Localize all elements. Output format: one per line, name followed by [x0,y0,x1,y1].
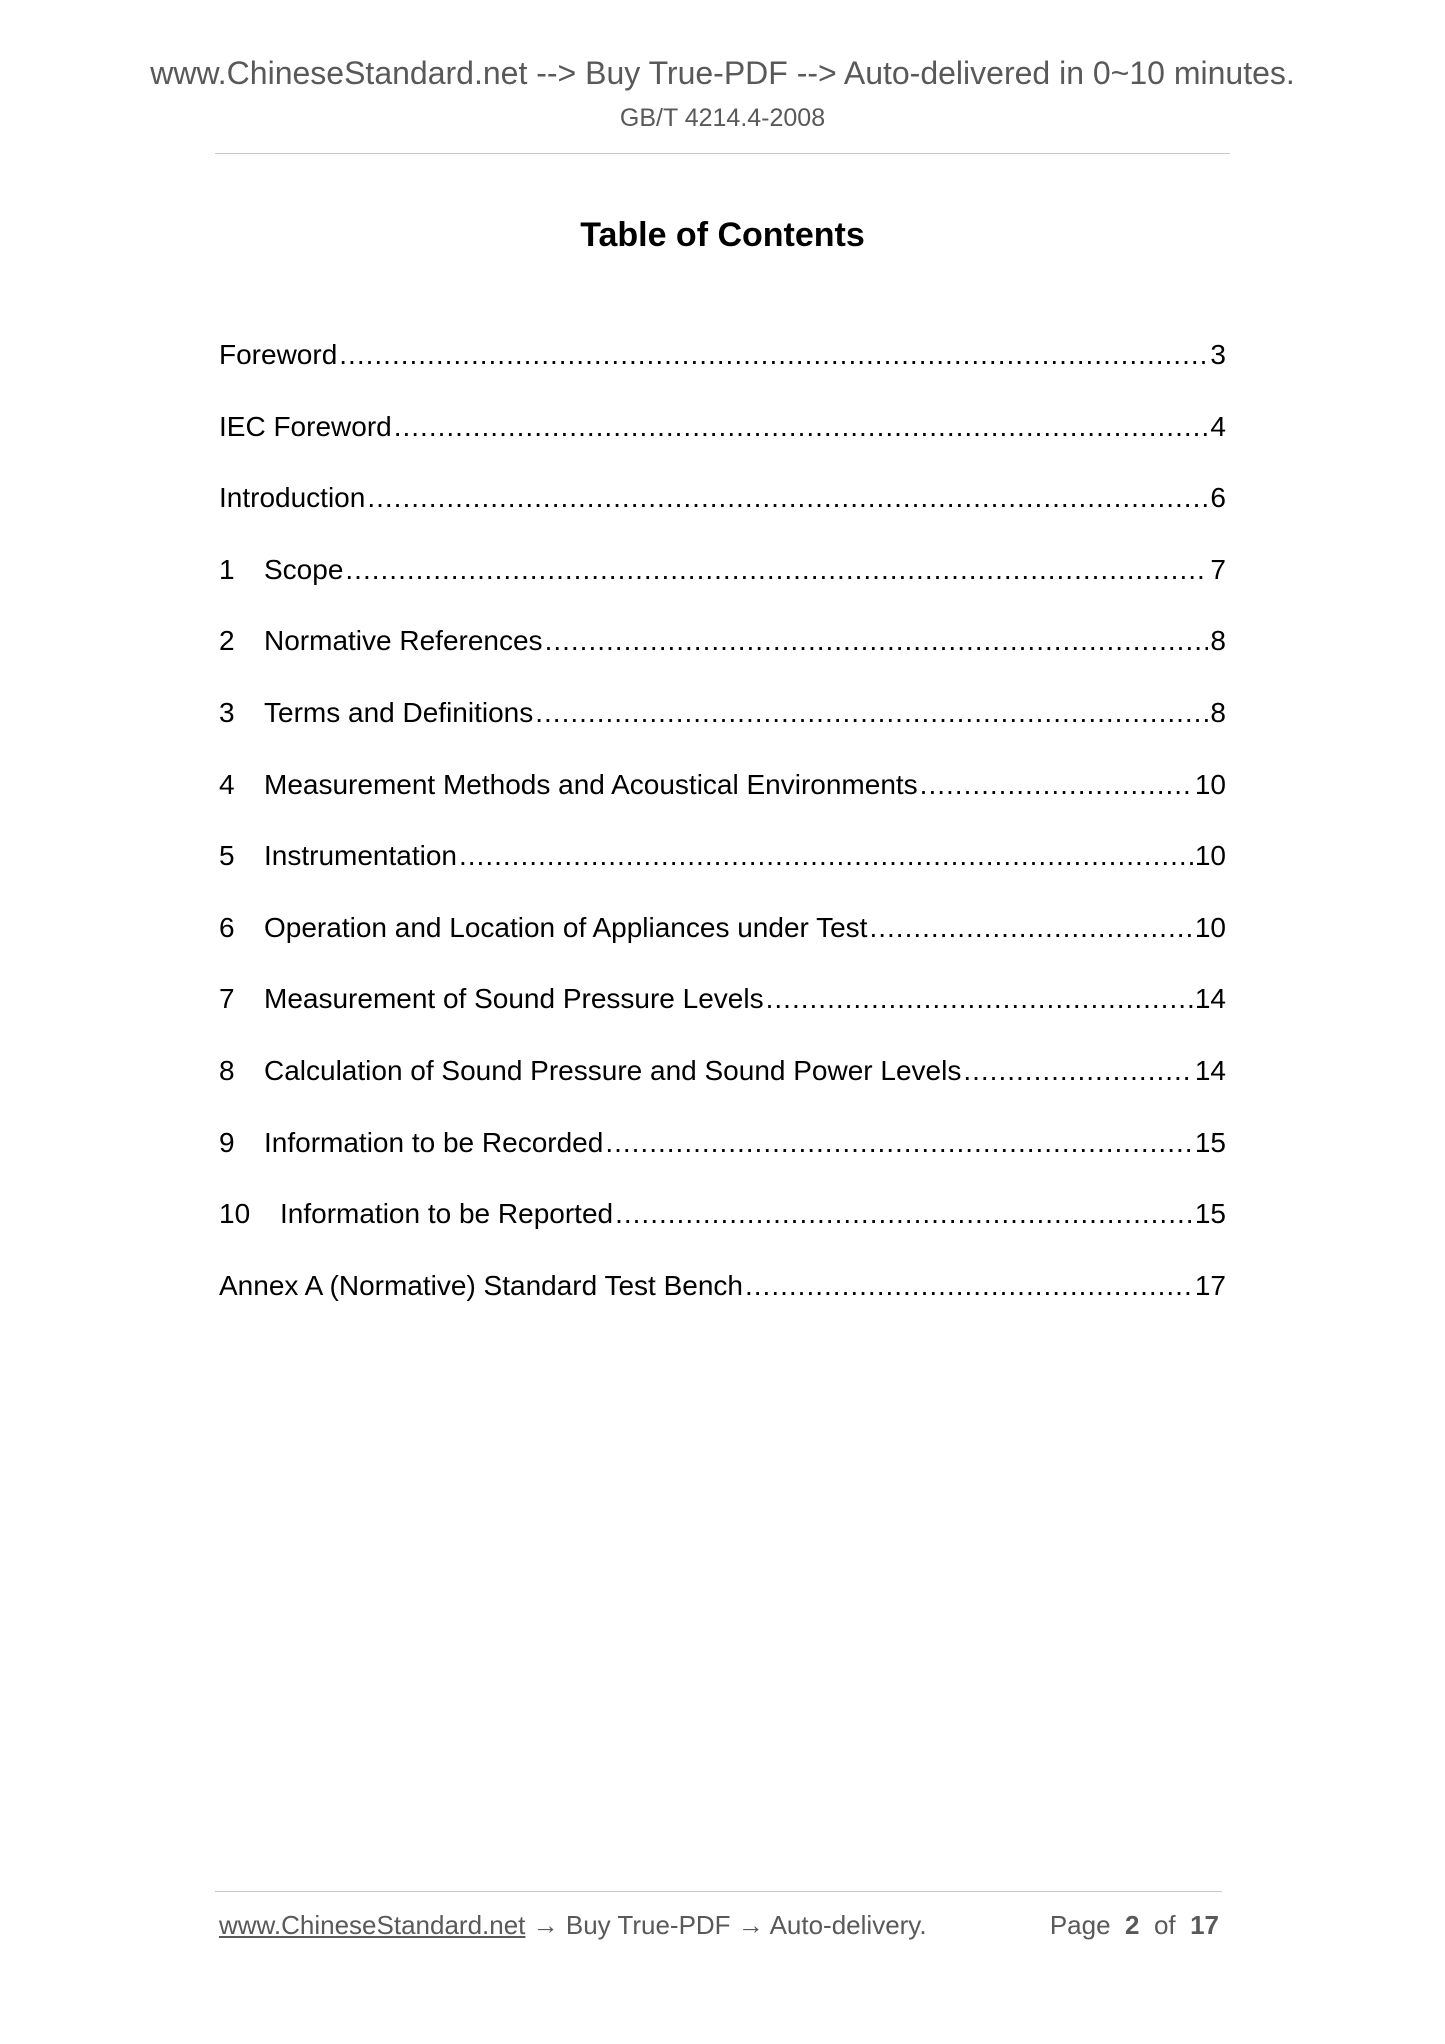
toc-leader-dots [535,696,1208,730]
toc-leader-dots [745,1269,1193,1303]
toc-entry-page: 10 [1194,840,1226,872]
toc-entry-instrumentation[interactable] [219,839,1226,911]
toc-leader-dots [615,1197,1193,1231]
toc-leader-dots [339,338,1208,372]
toc-entry-annex-a[interactable] [219,1269,1226,1341]
page-number [1050,1912,1219,1938]
footer-promo-text: → Buy True-PDF → Auto-delivery. [525,1910,927,1940]
document-id: GB/T 4214.4-2008 [619,104,826,132]
toc-entry-measurement-spl[interactable] [219,982,1226,1054]
toc-entry-number: 4 [219,768,235,800]
toc-entry-text: Introduction [219,482,366,514]
toc-entry-text: Normative References [264,625,543,657]
toc-entry-page: 8 [1210,625,1226,657]
toc-entry-number: 10 [219,1198,251,1230]
toc-entry-terms-definitions[interactable] [219,696,1226,768]
toc-entry-iec-foreword[interactable] [219,410,1226,482]
toc-entry-page: 17 [1194,1269,1226,1301]
toc-entry-text: Information to be Reported [280,1198,614,1230]
toc-entry-measurement-methods[interactable] [219,768,1226,840]
toc-entry-text: Terms and Definitions [264,696,534,728]
header-divider [215,153,1230,154]
of-label: of [1153,1910,1176,1940]
toc-entry-info-recorded[interactable] [219,1126,1226,1198]
toc-entry-text: Foreword [219,339,338,370]
toc-entry-text: Scope [264,553,344,585]
toc-entry-calculation[interactable] [219,1054,1226,1126]
toc-entry-page: 8 [1210,696,1226,728]
toc-leader-dots [963,1054,1193,1088]
toc-entry-normative-references[interactable] [219,624,1226,696]
toc-entry-page: 15 [1194,1126,1226,1158]
toc-entry-page: 14 [1194,1054,1226,1086]
toc-entry-text: IEC Foreword [219,410,392,442]
toc-entry-number: 5 [219,840,235,872]
table-of-contents [219,338,1226,1340]
footer-site-link[interactable]: www.ChineseStandard.net [219,1910,526,1940]
toc-entry-text: Annex A (Normative) Standard Test Bench [219,1269,743,1301]
toc-entry-page: 15 [1194,1198,1226,1230]
toc-leader-dots [605,1126,1193,1160]
toc-entry-page: 6 [1210,482,1226,514]
footer-promo [219,1912,927,1938]
toc-leader-dots [766,982,1193,1016]
toc-entry-text: Operation and Location of Appliances under Test [264,911,868,943]
toc-leader-dots [459,839,1193,873]
page-total: 17 [1190,1910,1219,1940]
toc-entry-page: 10 [1194,911,1226,943]
toc-entry-page: 7 [1210,553,1226,585]
toc-entry-number: 8 [219,1054,235,1086]
footer-divider [215,1891,1222,1892]
toc-entry-page: 10 [1194,768,1226,800]
toc-entry-foreword[interactable] [219,338,1226,410]
toc-leader-dots [345,553,1208,587]
toc-entry-number: 2 [219,625,235,657]
toc-leader-dots [920,768,1193,802]
toc-leader-dots [545,624,1209,658]
toc-entry-number: 7 [219,983,235,1015]
page-current: 2 [1125,1910,1140,1940]
toc-leader-dots [869,911,1192,945]
toc-entry-number: 3 [219,696,235,728]
toc-entry-text: Calculation of Sound Pressure and Sound Power Levels [264,1054,962,1086]
header-banner: www.ChineseStandard.net --> Buy True-PDF --> Auto-delivered in 0~10 minutes. [150,55,1295,91]
toc-entry-introduction[interactable] [219,481,1226,553]
toc-entry-text: Instrumentation [264,840,457,872]
toc-entry-info-reported[interactable] [219,1197,1226,1269]
toc-entry-number: 1 [219,553,235,585]
toc-entry-operation-location[interactable] [219,911,1226,983]
toc-entry-text: Measurement Methods and Acoustical Environments [264,768,918,800]
toc-entry-number: 6 [219,911,235,943]
toc-entry-text: Measurement of Sound Pressure Levels [264,983,764,1015]
toc-entry-text: Information to be Recorded [264,1126,604,1158]
page-title: Table of Contents [580,216,865,254]
page-label: Page [1049,1910,1111,1940]
toc-entry-number: 9 [219,1126,235,1158]
toc-entry-page: 14 [1194,983,1226,1015]
toc-leader-dots [367,481,1208,515]
toc-entry-page: 3 [1210,339,1226,370]
toc-entry-scope[interactable] [219,553,1226,625]
toc-entry-page: 4 [1210,410,1226,442]
toc-leader-dots [394,410,1209,444]
